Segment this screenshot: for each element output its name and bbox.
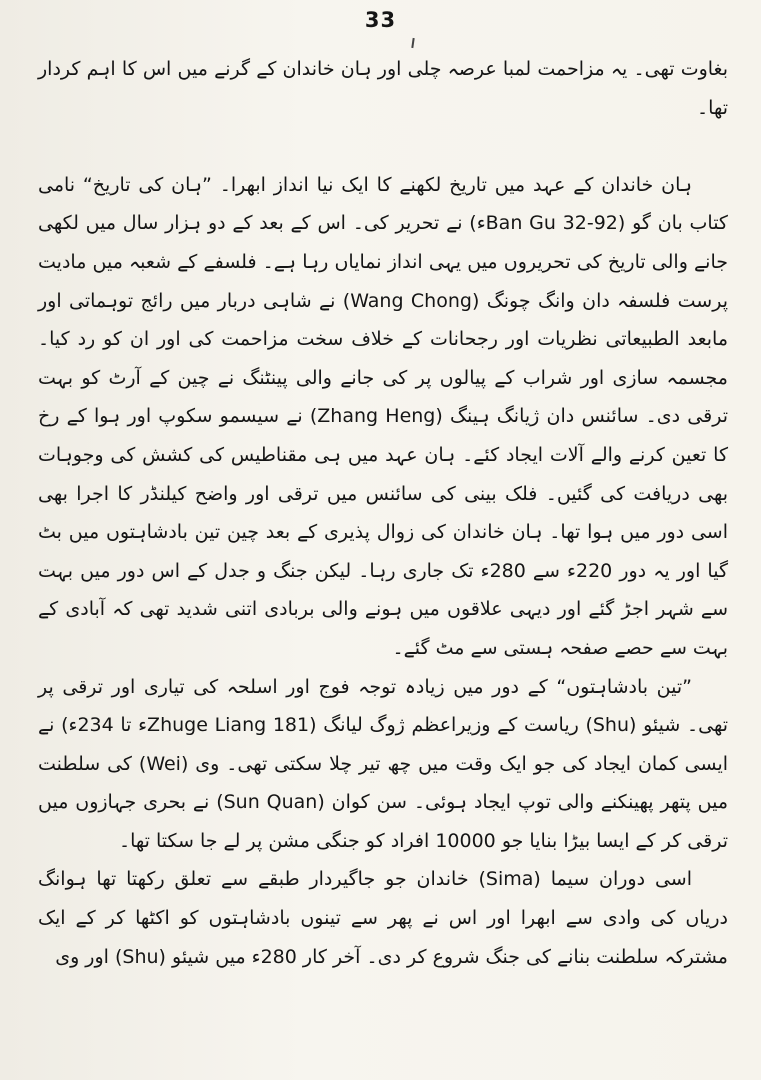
page-number: 33 (364, 8, 397, 32)
paragraph-2: ہان خاندان کے عہد میں تاریخ لکھنے کا ایک نیا انداز ابھرا۔ ”ہان کی تاریخ“ نامی کتاب بان گو (Ban Gu 32-92ء) نے تحریر کی۔ اس کے بعد کے دو ہزار سال میں لکھی جانے والی تاریخ کی تحریروں میں یہی انداز نمایاں رہا ہے۔ فلسفے کے شعبہ میں مادیت پرست فلسفہ دان وانگ چونگ (Wang Chong) نے شاہی دربار میں رائج توہماتی اور مابعد الطبیعاتی نظریات اور رجحانات کے خلاف سخت مزاحمت کی اور ان کو رد کیا۔ مجسمہ سازی اور شراب کے پیالوں پر کی جانے والی پینٹنگ نے چین کے آرٹ کو بہت ترقی دی۔ سائنس دان ژیانگ ہینگ (Zhang Heng) نے سیسمو سکوپ اور ہوا کے رخ کا تعین کرنے والے آلات ایجاد کئے۔ ہان عہد میں ہی مقناطیس کی کشش کی وجوہات بھی دریافت کی گئیں۔ فلک بینی کی سائنس میں ترقی اور واضح کیلنڈر کا اجرا بھی اسی دور میں ہوا تھا۔ ہان خاندان کی زوال پذیری کے بعد چین تین بادشاہتوں میں بٹ گیا اور یہ دور 220ء سے 280ء تک جاری رہا۔ لیکن جنگ و جدل کے اس دور میں بہت سے شہر اجڑ گئے اور دیہی علاقوں میں ہونے والی بربادی اتنی شدید تھی کہ آبادی کے بہت سے حصے صفحہ ہستی سے مٹ گئے۔ (38, 173, 728, 659)
paragraph-1: بغاوت تھی۔ یہ مزاحمت لمبا عرصہ چلی اور ہان خاندان کے گرنے میں اس کا اہم کردار تھا۔ (38, 58, 728, 119)
paragraph-3: ”تین بادشاہتوں“ کے دور میں زیادہ توجہ فوج اور اسلحہ کی تیاری اور ترقی پر تھی۔ شیئو (Shu) ریاست کے وزیراعظم ژوگ لیانگ (Zhuge Liang 181ء تا 234ء) نے ایسی کمان ایجاد کی جو ایک وقت میں چھ تیر چلا سکتی تھی۔ وی (Wei) کی سلطنت میں پتھر پھینکنے والی توپ ایجاد ہوئی۔ سن کوان (Sun Quan) نے بحری جہازوں میں ترقی کر کے ایسا بیڑا بنایا جو 10000 افراد کو جنگی مشن پر لے جا سکتا تھا۔ (38, 675, 729, 852)
paragraph-4: اسی دوران سیما (Sima) خاندان جو جاگیردار طبقے سے تعلق رکھتا تھا ہوانگ دریاں کی وادی سے ابھرا اور اس نے پھر سے تینوں بادشاہتوں کو اکٹھا کر کے ایک مشترکہ سلطنت بنانے کی جنگ شروع کر دی۔ آخر کار 280ء میں شیئو (Shu) اور وی (38, 868, 728, 968)
ink-mark (411, 38, 414, 48)
page-body (38, 50, 728, 976)
